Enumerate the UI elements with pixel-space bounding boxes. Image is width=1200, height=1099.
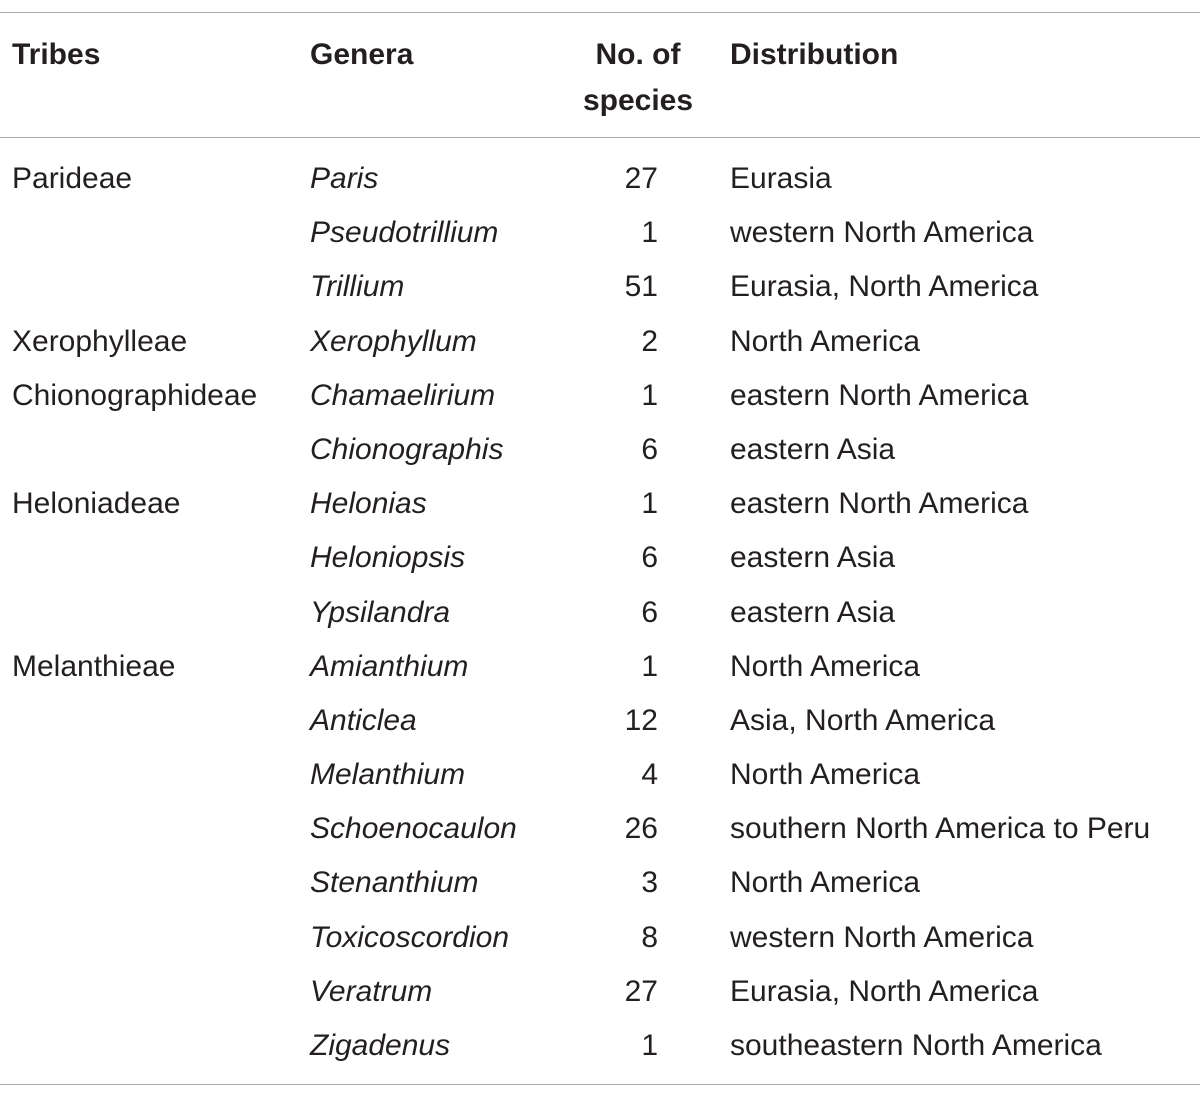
cell-genus: Anticlea: [310, 703, 417, 737]
header-rule: [0, 137, 1200, 138]
table-body: [12, 152, 1200, 1073]
cell-genus: Toxicoscordion: [310, 920, 509, 954]
cell-genus: Melanthium: [310, 758, 466, 792]
cell-species-count: 6: [641, 541, 658, 575]
cell-distribution: North America: [730, 866, 921, 900]
cell-species-count: 6: [641, 432, 658, 466]
cell-genus: Amianthium: [310, 649, 469, 683]
header-tribes: Tribes: [12, 38, 101, 71]
cell-species-count: 1: [641, 487, 658, 521]
header-species-line2: species: [582, 84, 694, 117]
table-row: [12, 802, 1200, 856]
table-row: [12, 369, 1200, 423]
cell-distribution: western North America: [730, 920, 1034, 954]
cell-distribution: North America: [730, 324, 921, 358]
cell-species-count: 1: [641, 1029, 658, 1062]
cell-genus: Heloniopsis: [310, 541, 466, 575]
cell-tribe: Parideae: [12, 162, 133, 195]
cell-distribution: Asia, North America: [730, 703, 996, 737]
top-rule: [0, 12, 1200, 13]
header-distribution: Distribution: [730, 38, 899, 71]
cell-species-count: 3: [641, 866, 658, 900]
cell-genus: Veratrum: [310, 974, 433, 1008]
cell-species-count: 12: [624, 703, 658, 737]
table-row: [12, 748, 1200, 802]
cell-genus: Ypsilandra: [310, 595, 451, 629]
cell-species-count: 26: [624, 812, 658, 846]
cell-genus: Zigadenus: [310, 1029, 451, 1062]
table-row: [12, 1019, 1200, 1073]
cell-species-count: 2: [641, 324, 658, 358]
cell-species-count: 27: [624, 162, 658, 195]
cell-distribution: Eurasia: [730, 162, 832, 195]
cell-species-count: 6: [641, 595, 658, 629]
cell-distribution: eastern North America: [730, 378, 1029, 412]
header-species-line1: No. of: [595, 38, 681, 71]
cell-distribution: North America: [730, 758, 921, 792]
cell-distribution: western North America: [730, 216, 1034, 250]
cell-tribe: Heloniadeae: [12, 487, 181, 521]
table-row: [12, 586, 1200, 640]
cell-distribution: eastern Asia: [730, 432, 896, 466]
header-species-count: [568, 32, 708, 124]
table-row: [12, 152, 1200, 206]
cell-species-count: 4: [641, 758, 658, 792]
cell-genus: Paris: [310, 162, 379, 195]
cell-tribe: Melanthieae: [12, 649, 176, 683]
cell-tribe: Xerophylleae: [12, 324, 188, 358]
cell-genus: Chamaelirium: [310, 378, 496, 412]
table-row: [12, 206, 1200, 260]
table-row: [12, 477, 1200, 531]
table-row: [12, 260, 1200, 314]
table-row: [12, 531, 1200, 585]
table-row: [12, 640, 1200, 694]
cell-species-count: 1: [641, 378, 658, 412]
table-row: [12, 694, 1200, 748]
cell-distribution: eastern Asia: [730, 595, 896, 629]
table-header: [12, 32, 1200, 122]
table-row: [12, 423, 1200, 477]
header-genera: Genera: [310, 38, 414, 71]
cell-distribution: Eurasia, North America: [730, 974, 1039, 1008]
table-row: [12, 911, 1200, 965]
cell-species-count: 27: [624, 974, 658, 1008]
cell-genus: Trillium: [310, 270, 405, 304]
cell-genus: Chionographis: [310, 432, 504, 466]
cell-distribution: eastern North America: [730, 487, 1029, 521]
cell-genus: Stenanthium: [310, 866, 479, 900]
cell-species-count: 1: [641, 216, 658, 250]
cell-genus: Helonias: [310, 487, 427, 521]
table-row: [12, 315, 1200, 369]
cell-species-count: 1: [641, 649, 658, 683]
cell-species-count: 51: [624, 270, 658, 304]
table-row: [12, 965, 1200, 1019]
cell-distribution: eastern Asia: [730, 541, 896, 575]
cell-distribution: southern North America to Peru: [730, 812, 1151, 846]
bottom-rule: [0, 1084, 1200, 1085]
table-row: [12, 856, 1200, 910]
cell-genus: Xerophyllum: [310, 324, 477, 358]
cell-distribution: southeastern North America: [730, 1029, 1102, 1062]
cell-species-count: 8: [641, 920, 658, 954]
cell-tribe: Chionographideae: [12, 378, 258, 412]
cell-distribution: North America: [730, 649, 921, 683]
cell-distribution: Eurasia, North America: [730, 270, 1039, 304]
cell-genus: Schoenocaulon: [310, 812, 517, 846]
cell-genus: Pseudotrillium: [310, 216, 499, 250]
